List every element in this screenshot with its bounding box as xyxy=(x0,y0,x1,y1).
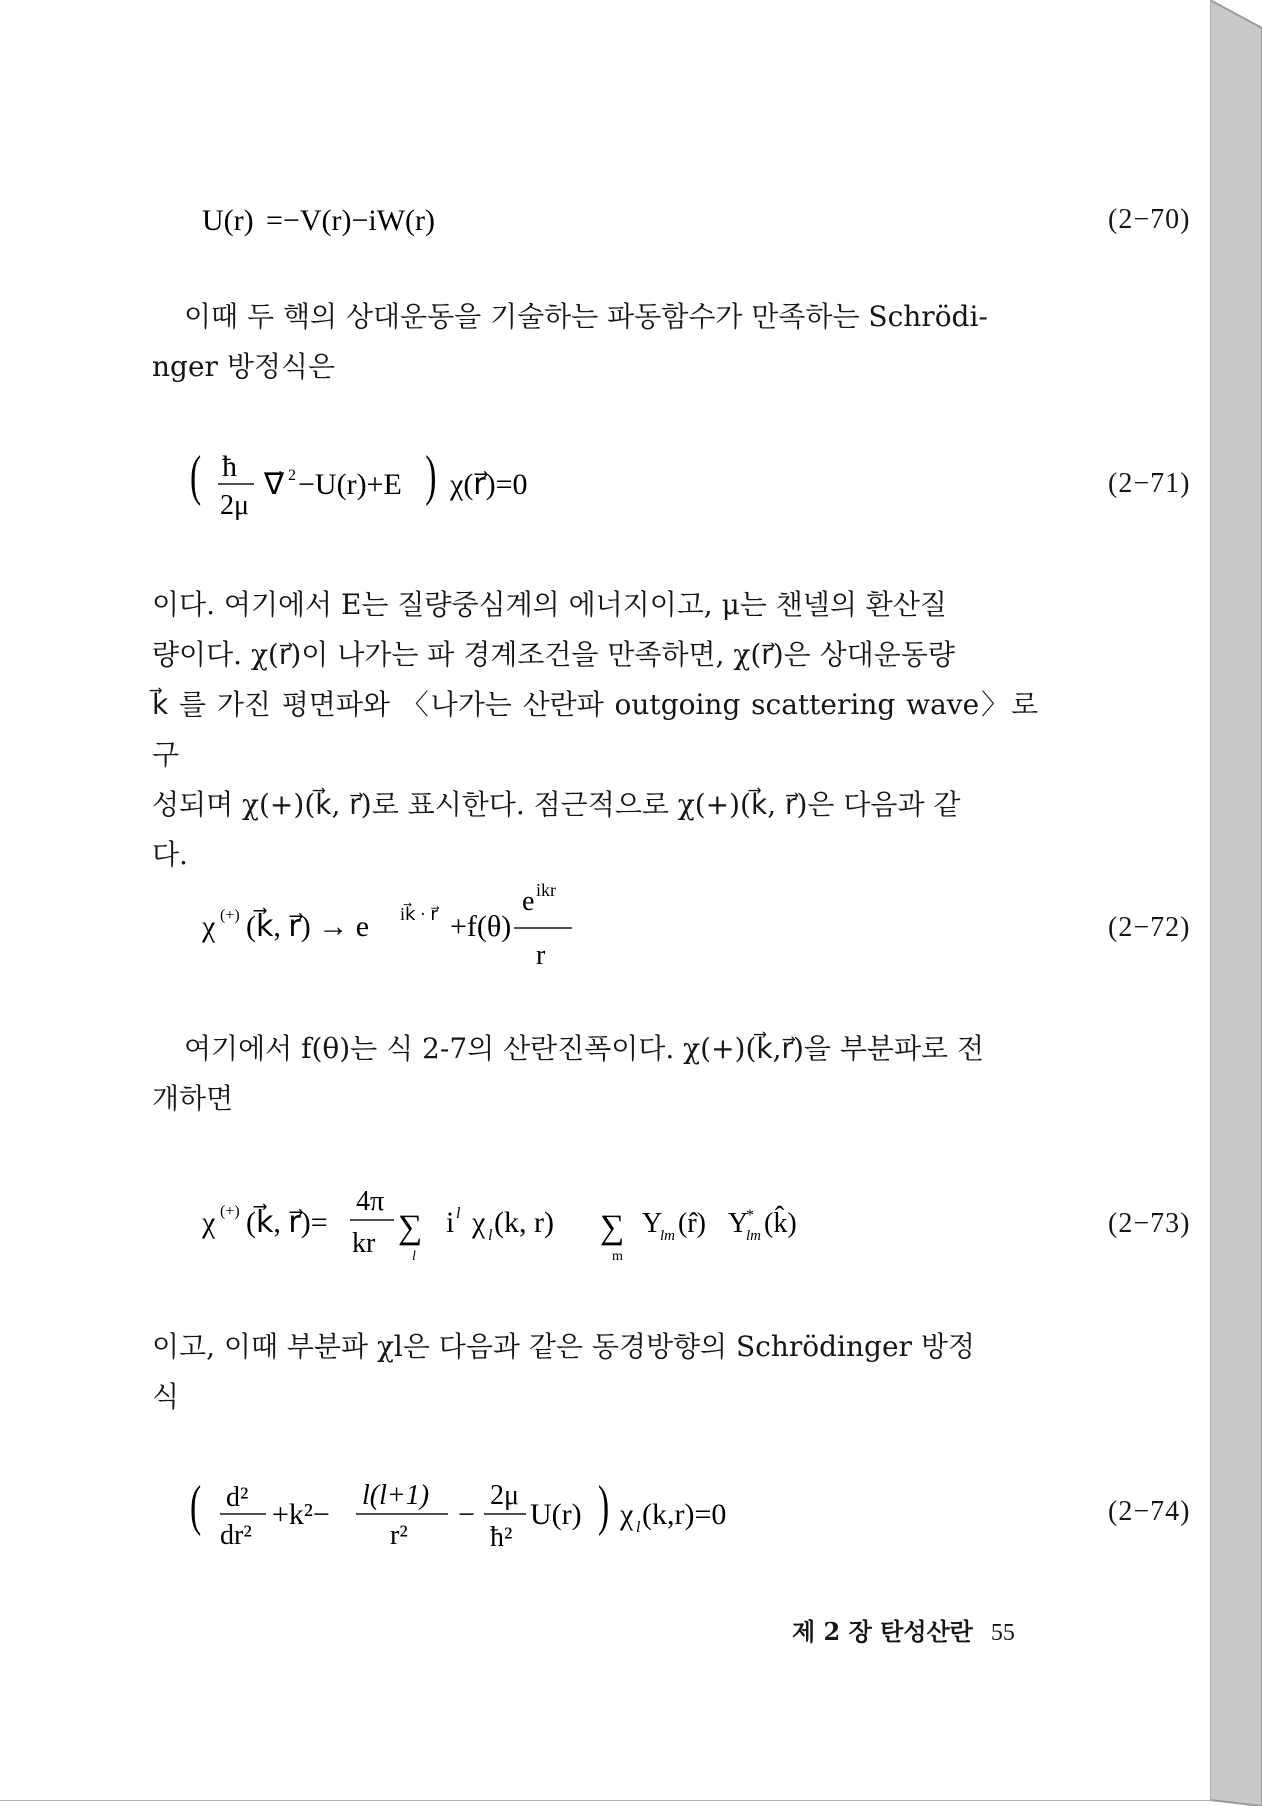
equation-number: (2−70) xyxy=(1108,204,1191,235)
p2-line-2: 량이다. χ(r⃗)이 나가는 파 경계조건을 만족하면, χ(r⃗)은 상대운동량 xyxy=(152,638,955,671)
svg-text:(+): (+) xyxy=(220,1203,240,1220)
svg-text:U(r): U(r) xyxy=(530,1498,582,1531)
paragraph-4 xyxy=(152,1322,1038,1422)
equation-2-70 xyxy=(190,198,1210,288)
equation-2-70-formula xyxy=(190,198,990,258)
equation-number: (2−71) xyxy=(1108,468,1191,499)
svg-text:l(l+1): l(l+1) xyxy=(362,1480,430,1511)
svg-text:): ) xyxy=(425,444,437,507)
svg-text:2μ: 2μ xyxy=(490,1480,520,1511)
svg-text:χ: χ xyxy=(620,1498,634,1531)
svg-text:d²: d² xyxy=(226,1482,249,1513)
p2-line-3: k⃗ 를 가진 평면파와 〈나가는 산란파 outgoing scattering wave〉로 구 xyxy=(152,688,1038,771)
equation-2-73-formula xyxy=(190,1186,990,1276)
svg-text:lm: lm xyxy=(660,1228,675,1244)
svg-text:ħ²: ħ² xyxy=(490,1522,513,1553)
svg-text:ikr: ikr xyxy=(536,880,556,900)
page-number: 55 xyxy=(990,1620,1015,1646)
svg-text:lm: lm xyxy=(746,1228,761,1244)
svg-text:χ: χ xyxy=(472,1206,486,1239)
svg-text:∑: ∑ xyxy=(398,1209,423,1246)
eq70-rhs: =−V(r)−iW(r) xyxy=(266,204,436,237)
svg-text:∑: ∑ xyxy=(600,1209,625,1246)
svg-text:Y: Y xyxy=(728,1208,749,1239)
chapter-title: 제 2 장 탄성산란 xyxy=(792,1617,973,1646)
svg-text:(k⃗, r⃗) → e: (k⃗, r⃗) → e xyxy=(246,910,370,943)
svg-text:*: * xyxy=(746,1207,754,1224)
svg-text:(: ( xyxy=(190,444,202,507)
svg-text:): ) xyxy=(598,1474,610,1537)
equation-2-73 xyxy=(190,1186,1210,1276)
page-footer xyxy=(792,1612,1015,1647)
p1-line-1: 이때 두 핵의 상대운동을 기술하는 파동함수가 만족하는 Schrödi- xyxy=(184,300,988,333)
p4-line-2: 식 xyxy=(152,1380,180,1413)
equation-2-72 xyxy=(190,880,1210,970)
equation-number: (2−74) xyxy=(1108,1496,1191,1527)
equation-2-71-formula xyxy=(190,444,990,538)
eq71-nabla: ∇⃗ xyxy=(264,468,285,501)
eq71-rest: −U(r)+E xyxy=(298,468,402,501)
paragraph-3 xyxy=(152,1024,1038,1124)
svg-text:(k̂): (k̂) xyxy=(764,1208,797,1239)
eq71-chi: χ(r⃗)=0 xyxy=(450,468,528,501)
svg-text:kr: kr xyxy=(352,1228,376,1259)
p4-line-1: 이고, 이때 부분파 χl은 다음과 같은 동경방향의 Schrödinger 방정 xyxy=(152,1330,975,1363)
p2-line-5: 다. xyxy=(152,838,188,871)
svg-text:−: − xyxy=(458,1498,475,1531)
svg-text:e: e xyxy=(522,886,535,917)
svg-text:χ: χ xyxy=(202,910,216,943)
paragraph-1 xyxy=(152,292,1038,392)
p1-line-2: nger 방정식은 xyxy=(152,350,336,383)
svg-text:l: l xyxy=(488,1227,493,1244)
svg-text:Y: Y xyxy=(642,1208,663,1239)
svg-text:l: l xyxy=(412,1249,416,1264)
equation-number: (2−73) xyxy=(1108,1208,1191,1239)
equation-number: (2−72) xyxy=(1108,912,1191,943)
svg-text:4π: 4π xyxy=(356,1186,385,1217)
svg-text:r²: r² xyxy=(390,1520,408,1551)
svg-text:m: m xyxy=(612,1249,623,1264)
svg-text:+f(θ): +f(θ) xyxy=(450,910,512,943)
paragraph-2 xyxy=(152,580,1038,880)
p3-line-2: 개하면 xyxy=(152,1082,234,1115)
equation-2-71 xyxy=(190,444,1210,538)
p2-line-1: 이다. 여기에서 E는 질량중심계의 에너지이고, μ는 챈넬의 환산질 xyxy=(152,588,947,621)
svg-text:dr²: dr² xyxy=(220,1520,252,1551)
eq71-2mu: 2μ xyxy=(220,490,250,521)
svg-text:(: ( xyxy=(190,1474,202,1537)
p2-line-4: 성되며 χ(+)(k⃗, r⃗)로 표시한다. 점근적으로 χ(+)(k⃗, r⃗)은 다음과 같 xyxy=(152,788,961,821)
svg-text:χ: χ xyxy=(202,1206,216,1239)
svg-text:(k, r): (k, r) xyxy=(494,1206,554,1239)
svg-text:ik⃗ · r⃗: ik⃗ · r⃗ xyxy=(400,904,438,924)
equation-2-74-formula xyxy=(190,1474,990,1568)
equation-2-72-formula xyxy=(190,880,990,970)
svg-text:l: l xyxy=(456,1205,461,1222)
p3-line-1: 여기에서 f(θ)는 식 2-7의 산란진폭이다. χ(+)(k⃗,r⃗)을 부분파로 전 xyxy=(184,1032,985,1065)
svg-text:(k⃗, r⃗)=: (k⃗, r⃗)= xyxy=(246,1206,328,1239)
svg-text:i: i xyxy=(446,1206,455,1239)
svg-text:(k,r)=0: (k,r)=0 xyxy=(642,1498,727,1531)
svg-text:l: l xyxy=(636,1519,641,1536)
svg-text:(r̂): (r̂) xyxy=(678,1208,706,1239)
svg-text:r: r xyxy=(536,940,546,971)
eq70-lhs: U(r) xyxy=(202,204,254,237)
svg-text:+k²−: +k²− xyxy=(272,1498,330,1531)
equation-2-74 xyxy=(190,1474,1210,1568)
eq71-hbar: ħ xyxy=(222,450,237,483)
svg-text:(+): (+) xyxy=(220,907,240,924)
svg-text:2: 2 xyxy=(288,467,296,484)
